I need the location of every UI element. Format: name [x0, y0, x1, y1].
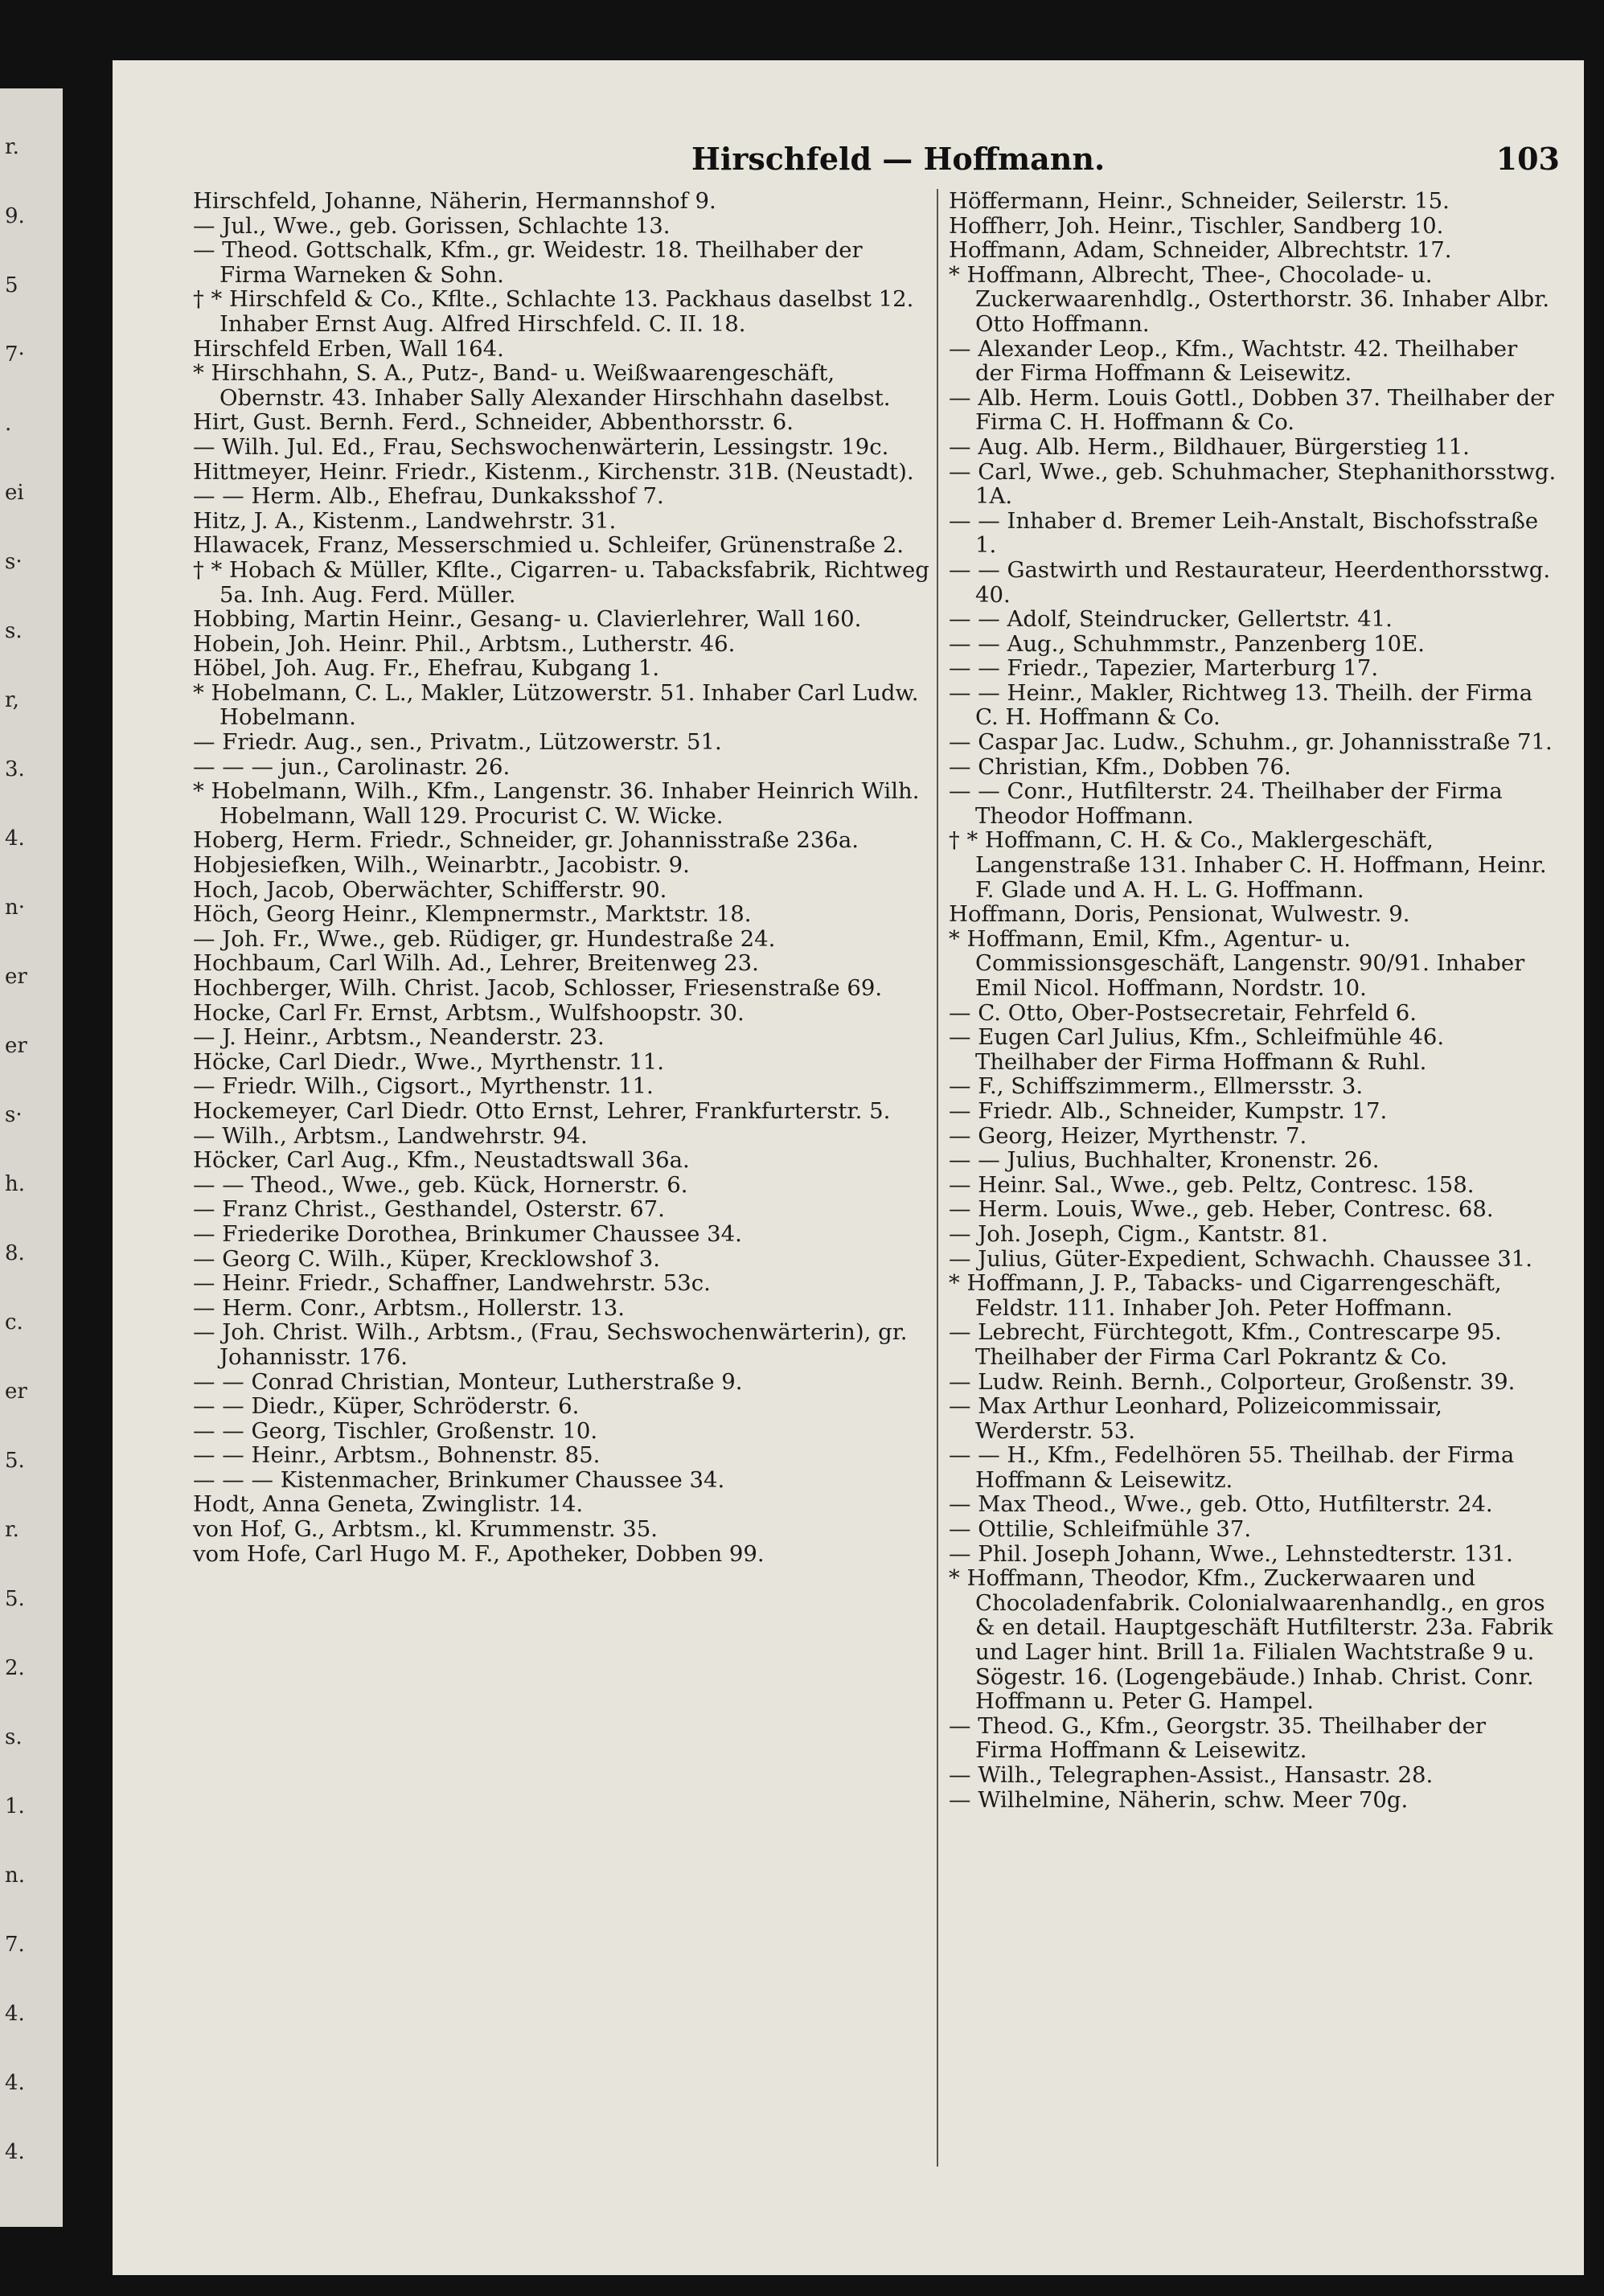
directory-entry: — Ludw. Reinh. Bernh., Colporteur, Großenstr. 39. [949, 1368, 1516, 1395]
page-header [113, 141, 1584, 189]
directory-entry: — Phil. Joseph Johann, Wwe., Lehnstedterstr. 131. [949, 1540, 1513, 1567]
adjacent-page-edge [0, 88, 63, 2227]
directory-entry: — — Julius, Buchhalter, Kronenstr. 26. [949, 1147, 1380, 1174]
directory-entry: — — Conrad Christian, Monteur, Lutherstraße 9. [193, 1368, 743, 1395]
margin-fragment: r. [5, 1518, 19, 1542]
directory-entry: — — Adolf, Steindrucker, Gellertstr. 41. [949, 606, 1393, 633]
margin-fragment: 4. [5, 2002, 25, 2026]
directory-entry: — Max Theod., Wwe., geb. Otto, Hutfilterstr. 24. [949, 1491, 1493, 1518]
directory-entry: Hoffmann, Doris, Pensionat, Wulwestr. 9. [949, 901, 1410, 928]
margin-fragment: ei [5, 481, 24, 505]
directory-entry: — J. Heinr., Arbtsm., Neanderstr. 23. [193, 1024, 605, 1051]
directory-entry: * Hoffmann, Albrecht, Thee-, Chocolade- u. Zuckerwaarenhdlg., Osterthorstr. 36. Inhaber Albr. Otto Hoffmann. [949, 261, 1550, 337]
directory-entry: — — — Kistenmacher, Brinkumer Chaussee 34. [193, 1466, 725, 1493]
directory-entry: Hobein, Joh. Heinr. Phil., Arbtsm., Lutherstr. 46. [193, 630, 736, 657]
directory-entry: — Joh. Christ. Wilh., Arbtsm., (Frau, Sechswochenwärterin), gr. Johannisstr. 176. [193, 1319, 908, 1370]
directory-entry: Hitz, J. A., Kistenm., Landwehrstr. 31. [193, 507, 617, 534]
directory-entry: * Hoffmann, Emil, Kfm., Agentur- u. Commissionsgeschäft, Langenstr. 90/91. Inhaber Emil Nicol. Hoffmann, Nordstr. 10. [949, 925, 1525, 1001]
directory-entry: Höcke, Carl Diedr., Wwe., Myrthenstr. 11. [193, 1048, 664, 1075]
margin-fragment: 3. [5, 757, 25, 781]
directory-entry: — Alexander Leop., Kfm., Wachtstr. 42. Theilhaber der Firma Hoffmann & Leisewitz. [949, 335, 1518, 387]
directory-entry: Hobbing, Martin Heinr., Gesang- u. Clavierlehrer, Wall 160. [193, 606, 862, 633]
page-number: 103 [1495, 141, 1560, 177]
margin-fragment: 5. [5, 1587, 25, 1611]
directory-entry: — Heinr. Sal., Wwe., geb. Peltz, Contresc. 158. [949, 1171, 1475, 1198]
directory-entry: — Georg C. Wilh., Küper, Krecklowshof 3. [193, 1245, 660, 1272]
directory-entry: — Herm. Conr., Arbtsm., Hollerstr. 13. [193, 1294, 625, 1321]
margin-fragment: er [5, 1034, 27, 1058]
directory-entry: — — Friedr., Tapezier, Marterburg 17. [949, 655, 1379, 682]
margin-fragment: . [5, 412, 12, 436]
directory-entry: — — Conr., Hutfilterstr. 24. Theilhaber der Firma Theodor Hoffmann. [949, 778, 1503, 829]
directory-entry: — Friedr. Aug., sen., Privatm., Lützowerstr. 51. [193, 729, 722, 756]
margin-fragment: er [5, 1380, 27, 1404]
directory-entry: Hocke, Carl Fr. Ernst, Arbtsm., Wulfshoopstr. 30. [193, 999, 745, 1026]
directory-entry: Hobjesiefken, Wilh., Weinarbtr., Jacobistr. 9. [193, 852, 690, 879]
directory-entry: — Jul., Wwe., geb. Gorissen, Schlachte 13. [193, 212, 671, 239]
directory-entry: von Hof, G., Arbtsm., kl. Krummenstr. 35. [193, 1516, 658, 1543]
directory-entry: — Joh. Fr., Wwe., geb. Rüdiger, gr. Hundestraße 24. [193, 925, 776, 952]
margin-fragment: 7· [5, 342, 25, 367]
directory-entry: † * Hirschfeld & Co., Kflte., Schlachte 13. Packhaus daselbst 12. Inhaber Ernst Aug. Alfred Hirschfeld. C. II. 18. [193, 286, 914, 337]
margin-fragment: 9. [5, 204, 25, 228]
directory-entry: Hirschfeld, Johanne, Näherin, Hermannshof 9. [193, 188, 716, 214]
directory-entry: — — Heinr., Arbtsm., Bohnenstr. 85. [193, 1442, 601, 1469]
directory-entry: — Friedr. Wilh., Cigsort., Myrthenstr. 11. [193, 1073, 654, 1100]
directory-entry: — Herm. Louis, Wwe., geb. Heber, Contresc. 68. [949, 1196, 1494, 1223]
margin-fragment: er [5, 965, 27, 989]
margin-fragment: 4. [5, 826, 25, 851]
margin-fragment: 2. [5, 1656, 25, 1680]
running-title: Hirschfeld — Hoffmann. [691, 141, 1106, 177]
directory-entry: Hoffmann, Adam, Schneider, Albrechtstr. 17. [949, 237, 1452, 264]
margin-fragment: s. [5, 1725, 23, 1749]
directory-entry: — — Diedr., Küper, Schröderstr. 6. [193, 1393, 580, 1420]
left-column [193, 189, 933, 1566]
margin-fragment: 5. [5, 1449, 25, 1473]
directory-entry: — Friederike Dorothea, Brinkumer Chaussee 34. [193, 1220, 742, 1247]
directory-entry: — — H., Kfm., Fedelhören 55. Theilhab. der Firma Hoffmann & Leisewitz. [949, 1442, 1515, 1493]
directory-entry: * Hirschhahn, S. A., Putz-, Band- u. Weißwaarengeschäft, Obernstr. 43. Inhaber Sally Alexander Hirschhahn daselbst. [193, 360, 891, 411]
directory-entry: — — Aug., Schuhmmstr., Panzenberg 10E. [949, 630, 1425, 657]
directory-entry: — Wilh., Arbtsm., Landwehrstr. 94. [193, 1122, 588, 1149]
margin-fragment: 5 [5, 273, 18, 297]
directory-entry: Hirschfeld Erben, Wall 164. [193, 335, 504, 362]
directory-entry: — Aug. Alb. Herm., Bildhauer, Bürgerstieg 11. [949, 433, 1470, 460]
margin-fragment: n· [5, 896, 26, 920]
directory-entry: — Alb. Herm. Louis Gottl., Dobben 37. Theilhaber der Firma C. H. Hoffmann & Co. [949, 384, 1554, 436]
directory-entry: Höffermann, Heinr., Schneider, Seilerstr. 15. [949, 188, 1450, 214]
column-divider [937, 189, 938, 2167]
right-column [949, 189, 1560, 1812]
directory-entry: Höcker, Carl Aug., Kfm., Neustadtswall 36a. [193, 1147, 690, 1174]
directory-entry: — Max Arthur Leonhard, Polizeicommissair, Werderstr. 53. [949, 1393, 1442, 1444]
directory-entry: Hochbaum, Carl Wilh. Ad., Lehrer, Breitenweg 23. [193, 950, 759, 977]
margin-fragment: 7. [5, 1933, 25, 1957]
directory-entry: — Wilh., Telegraphen-Assist., Hansastr. 28. [949, 1762, 1434, 1788]
directory-entry: — F., Schiffszimmerm., Ellmersstr. 3. [949, 1073, 1364, 1100]
margin-fragment: n. [5, 1863, 26, 1888]
margin-fragment: s. [5, 619, 23, 643]
directory-entry: — Wilh. Jul. Ed., Frau, Sechswochenwärterin, Lessingstr. 19c. [193, 433, 889, 460]
directory-entry: — C. Otto, Ober-Postsecretair, Fehrfeld 6. [949, 999, 1417, 1026]
margin-fragment: s· [5, 1103, 23, 1127]
directory-entry: — Friedr. Alb., Schneider, Kumpstr. 17. [949, 1097, 1388, 1124]
margin-fragment: s· [5, 550, 23, 574]
directory-entry: — Joh. Joseph, Cigm., Kantstr. 81. [949, 1220, 1328, 1247]
directory-entry: — Julius, Güter-Expedient, Schwachh. Chaussee 31. [949, 1245, 1532, 1272]
directory-entry: — Wilhelmine, Näherin, schw. Meer 70g. [949, 1786, 1409, 1813]
directory-entry: — — Heinr., Makler, Richtweg 13. Theilh. der Firma C. H. Hoffmann & Co. [949, 679, 1533, 731]
directory-entry: * Hoffmann, J. P., Tabacks- und Cigarrengeschäft, Feldstr. 111. Inhaber Joh. Peter Hoffmann. [949, 1270, 1502, 1321]
margin-fragment: 8. [5, 1241, 25, 1265]
directory-entry: Hodt, Anna Geneta, Zwinglistr. 14. [193, 1491, 584, 1518]
directory-entry: vom Hofe, Carl Hugo M. F., Apotheker, Dobben 99. [193, 1540, 765, 1567]
directory-entry: — Ottilie, Schleifmühle 37. [949, 1516, 1252, 1543]
margin-fragment: c. [5, 1310, 23, 1335]
directory-entry: Hochberger, Wilh. Christ. Jacob, Schlosser, Friesenstraße 69. [193, 975, 883, 1001]
directory-entry: Hoffherr, Joh. Heinr., Tischler, Sandberg 10. [949, 212, 1444, 239]
directory-entry: — — Herm. Alb., Ehefrau, Dunkaksshof 7. [193, 483, 664, 510]
directory-entry: — Theod. G., Kfm., Georgstr. 35. Theilhaber der Firma Hoffmann & Leisewitz. [949, 1712, 1487, 1764]
margin-fragment: 4. [5, 2140, 25, 2164]
directory-page [113, 60, 1584, 2275]
margin-fragment: 1. [5, 1794, 25, 1818]
directory-entry: * Hobelmann, C. L., Makler, Lützowerstr. 51. Inhaber Carl Ludw. Hobelmann. [193, 679, 919, 731]
directory-entry: — — Inhaber d. Bremer Leih-Anstalt, Bischofsstraße 1. [949, 507, 1539, 559]
margin-fragment: r. [5, 135, 19, 159]
directory-entry: — Carl, Wwe., geb. Schuhmacher, Stephanithorsstwg. 1A. [949, 458, 1557, 510]
directory-entry: — Heinr. Friedr., Schaffner, Landwehrstr. 53c. [193, 1270, 711, 1297]
directory-entry: — Georg, Heizer, Myrthenstr. 7. [949, 1122, 1307, 1149]
directory-entry: Höbel, Joh. Aug. Fr., Ehefrau, Kubgang 1. [193, 655, 660, 682]
directory-entry: — — Georg, Tischler, Großenstr. 10. [193, 1417, 598, 1444]
margin-fragment: h. [5, 1172, 26, 1196]
directory-entry: * Hoffmann, Theodor, Kfm., Zuckerwaaren und Chocoladenfabrik. Colonialwaarenhandlg., en gros & en detail. Hauptgeschäft Hutfilterstr. 23a. Fabrik und Lager hint. Brill 1a. Filialen Wachtstraße 9 u. Sögestr. 16. (Logengebäude.) Inhab. Christ. Conr. Hoffmann u. Peter G. Hampel. [949, 1565, 1553, 1715]
directory-entry: — Lebrecht, Fürchtegott, Kfm., Contrescarpe 95. Theilhaber der Firma Carl Pokrantz & Co. [949, 1319, 1502, 1370]
directory-entry: Hittmeyer, Heinr. Friedr., Kistenm., Kirchenstr. 31B. (Neustadt). [193, 458, 914, 485]
directory-entry: Hoch, Jacob, Oberwächter, Schifferstr. 90. [193, 876, 667, 903]
directory-entry: — Eugen Carl Julius, Kfm., Schleifmühle 46. Theilhaber der Firma Hoffmann & Ruhl. [949, 1024, 1445, 1075]
directory-entry: Hirt, Gust. Bernh. Ferd., Schneider, Abbenthorsstr. 6. [193, 409, 794, 436]
directory-entry: — Franz Christ., Gesthandel, Osterstr. 67. [193, 1196, 665, 1223]
directory-entry: Hoberg, Herm. Friedr., Schneider, gr. Johannisstraße 236a. [193, 827, 859, 854]
directory-entry: Hockemeyer, Carl Diedr. Otto Ernst, Lehrer, Frankfurterstr. 5. [193, 1097, 891, 1124]
directory-entry: † * Hoffmann, C. H. & Co., Maklergeschäft, Langenstraße 131. Inhaber C. H. Hoffmann, Heinr. F. Glade und A. H. L. G. Hoffmann. [949, 827, 1547, 903]
directory-entry: — Christian, Kfm., Dobben 76. [949, 753, 1291, 780]
margin-fragment: 4. [5, 2071, 25, 2095]
directory-entry: Hlawacek, Franz, Messerschmied u. Schleifer, Grünenstraße 2. [193, 532, 904, 559]
directory-entry: — — — jun., Carolinastr. 26. [193, 753, 511, 780]
directory-entry: * Hobelmann, Wilh., Kfm., Langenstr. 36. Inhaber Heinrich Wilh. Hobelmann, Wall 129. Procurist C. W. Wicke. [193, 778, 920, 829]
scan-border [113, 2275, 1584, 2296]
directory-entry: — Theod. Gottschalk, Kfm., gr. Weidestr. 18. Theilhaber der Firma Warneken & Sohn. [193, 237, 863, 288]
directory-entry: Höch, Georg Heinr., Klempnermstr., Marktstr. 18. [193, 901, 752, 928]
margin-fragment: r, [5, 688, 19, 712]
directory-entry: † * Hobach & Müller, Kflte., Cigarren- u. Tabacksfabrik, Richtweg 5a. Inh. Aug. Ferd. Müller. [193, 556, 929, 608]
directory-entry: — — Gastwirth und Restaurateur, Heerdenthorsstwg. 40. [949, 556, 1551, 608]
directory-entry: — — Theod., Wwe., geb. Kück, Hornerstr. 6. [193, 1171, 688, 1198]
directory-entry: — Caspar Jac. Ludw., Schuhm., gr. Johannisstraße 71. [949, 729, 1553, 756]
